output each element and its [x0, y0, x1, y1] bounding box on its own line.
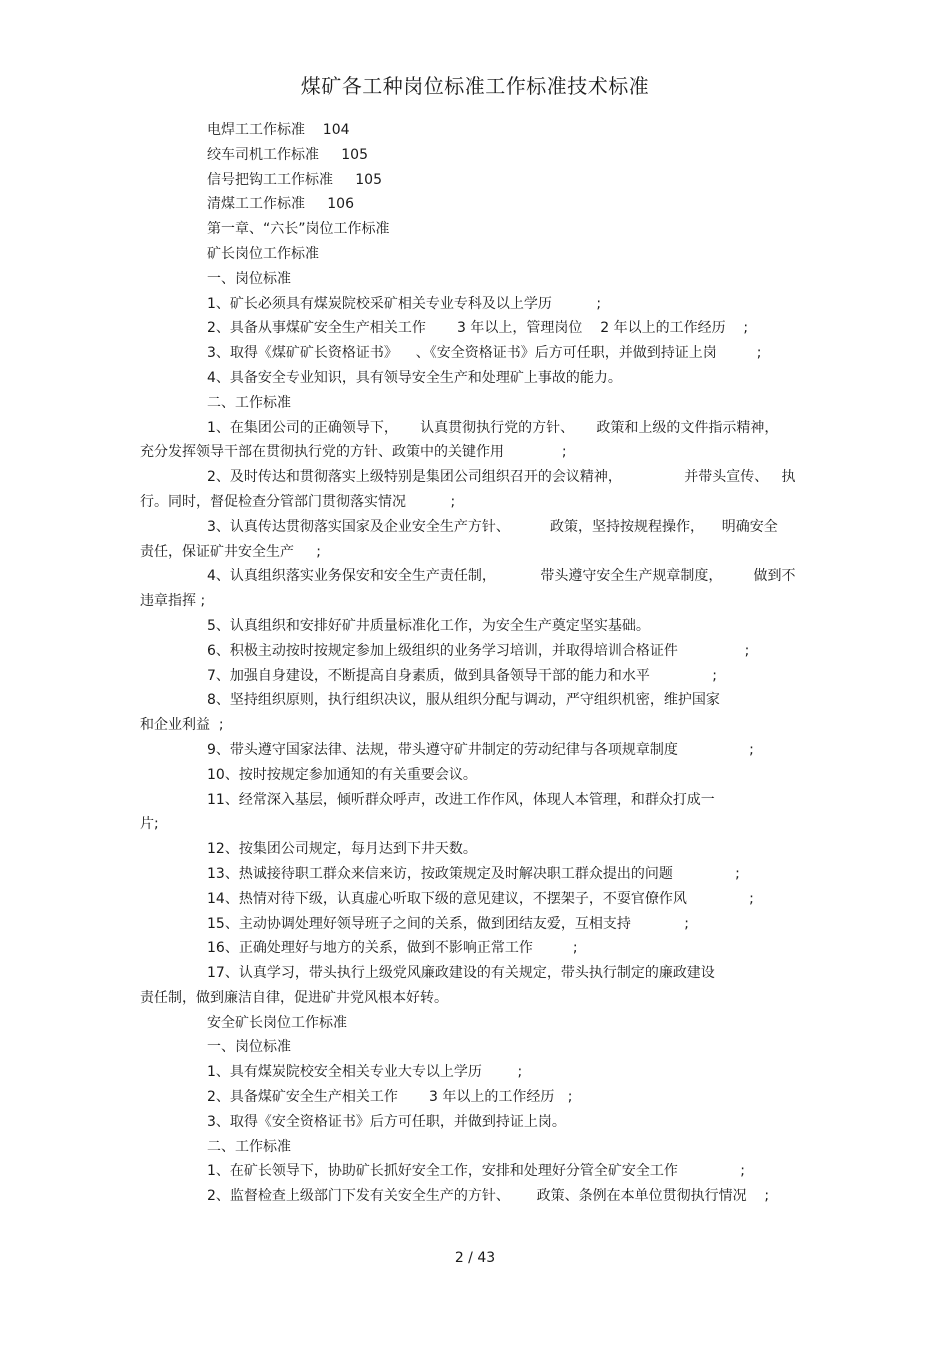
text-line: 责任制，做到廉洁自律，促进矿井党风根本好转。: [140, 989, 448, 1006]
text-line: 电焊工工作标准 104: [207, 122, 350, 138]
section-heading: 矿长岗位工作标准: [207, 245, 319, 262]
text-line: 和企业利益 ;: [140, 717, 224, 734]
subsection-heading: 一、岗位标准: [207, 1039, 291, 1056]
text-line: 17、认真学习，带头执行上级党风廉政建设的有关规定，带头执行制定的廉政建设: [207, 965, 715, 982]
text-line: 9、带头遵守国家法律、法规，带头遵守矿井制定的劳动纪律与各项规章制度 ;: [207, 741, 754, 758]
text-line: 2、及时传达和贯彻落实上级特别是集团公司组织召开的会议精神， 并带头宣传、 执: [207, 469, 796, 486]
text-line: 15、主动协调处理好领导班子之间的关系，做到团结友爱，互相支持 ;: [207, 915, 689, 932]
text-line: 3、取得《煤矿矿长资格证书》 、《安全资格证书》后方可任职，并做到持证上岗 ;: [207, 345, 762, 362]
text-line: 8、坚持组织原则，执行组织决议，服从组织分配与调动，严守组织机密，维护国家: [207, 692, 720, 709]
text-line: 4、认真组织落实业务保安和安全生产责任制， 带头遵守安全生产规章制度， 做到不: [207, 568, 796, 585]
text-line: 充分发挥领导干部在贯彻执行党的方针、政策中的关键作用 ;: [140, 444, 567, 461]
text-line: 1、在集团公司的正确领导下， 认真贯彻执行党的方针、 政策和上级的文件指示精神，: [207, 419, 779, 436]
text-line: 1、在矿长领导下，协助矿长抓好安全工作，安排和处理好分管全矿安全工作 ;: [207, 1163, 745, 1180]
text-line: 14、热情对待下级，认真虚心听取下级的意见建议，不摆架子，不耍官僚作风 ;: [207, 890, 754, 907]
document-title: 煤矿各工种岗位标准工作标准技术标准: [300, 74, 650, 98]
text-line: 2、监督检查上级部门下发有关安全生产的方针、 政策、条例在本单位贯彻执行情况 ;: [207, 1188, 770, 1205]
subsection-heading: 二、工作标准: [207, 394, 291, 411]
text-line: 3、取得《安全资格证书》后方可任职，并做到持证上岗。: [207, 1113, 566, 1130]
text-line: 1、矿长必须具有煤炭院校采矿相关专业专科及以上学历 ;: [207, 295, 602, 312]
text-line: 10、按时按规定参加通知的有关重要会议。: [207, 766, 477, 783]
text-line: 片;: [140, 816, 159, 833]
text-line: 清煤工工作标准 106: [207, 196, 354, 213]
page-indicator: 2 / 43: [454, 1250, 496, 1266]
text-line: 11、经常深入基层，倾听群众呼声，改进工作作风，体现人本管理，和群众打成一: [207, 791, 715, 808]
text-line: 绞车司机工作标准 105: [207, 146, 368, 163]
text-line: 6、积极主动按时按规定参加上级组织的业务学习培训，并取得培训合格证件 ;: [207, 642, 750, 659]
text-line: 2、具备从事煤矿安全生产相关工作 3 年以上，管理岗位 2 年以上的工作经历 ;: [207, 320, 749, 337]
subsection-heading: 一、岗位标准: [207, 270, 291, 287]
text-line: 7、加强自身建设，不断提高自身素质，做到具备领导干部的能力和水平 ;: [207, 667, 717, 684]
text-line: 16、正确处理好与地方的关系，做到不影响正常工作 ;: [207, 940, 578, 957]
text-line: 13、热诚接待职工群众来信来访，按政策规定及时解决职工群众提出的问题 ;: [207, 865, 740, 882]
text-line: 违章指挥 ;: [140, 593, 206, 610]
text-line: 1、具有煤炭院校安全相关专业大专以上学历 ;: [207, 1064, 523, 1081]
section-heading: 安全矿长岗位工作标准: [207, 1014, 347, 1031]
chapter-heading: 第一章、“六长”岗位工作标准: [207, 221, 390, 238]
text-line: 责任，保证矿井安全生产 ;: [140, 543, 321, 560]
text-line: 5、认真组织和安排好矿井质量标准化工作，为安全生产奠定坚实基础。: [207, 617, 650, 634]
text-line: 4、具备安全专业知识，具有领导安全生产和处理矿上事故的能力。: [207, 369, 622, 386]
subsection-heading: 二、工作标准: [207, 1138, 291, 1155]
text-line: 3、认真传达贯彻落实国家及企业安全生产方针、 政策，坚持按规程操作， 明确安全: [207, 518, 778, 535]
document-body: [140, 118, 820, 1209]
text-line: 行。同时，督促检查分管部门贯彻落实情况 ;: [140, 493, 456, 510]
text-line: 2、具备煤矿安全生产相关工作 3 年以上的工作经历 ;: [207, 1089, 573, 1106]
text-line: 信号把钩工工作标准 105: [207, 171, 382, 188]
text-line: 12、按集团公司规定，每月达到下井天数。: [207, 841, 477, 858]
